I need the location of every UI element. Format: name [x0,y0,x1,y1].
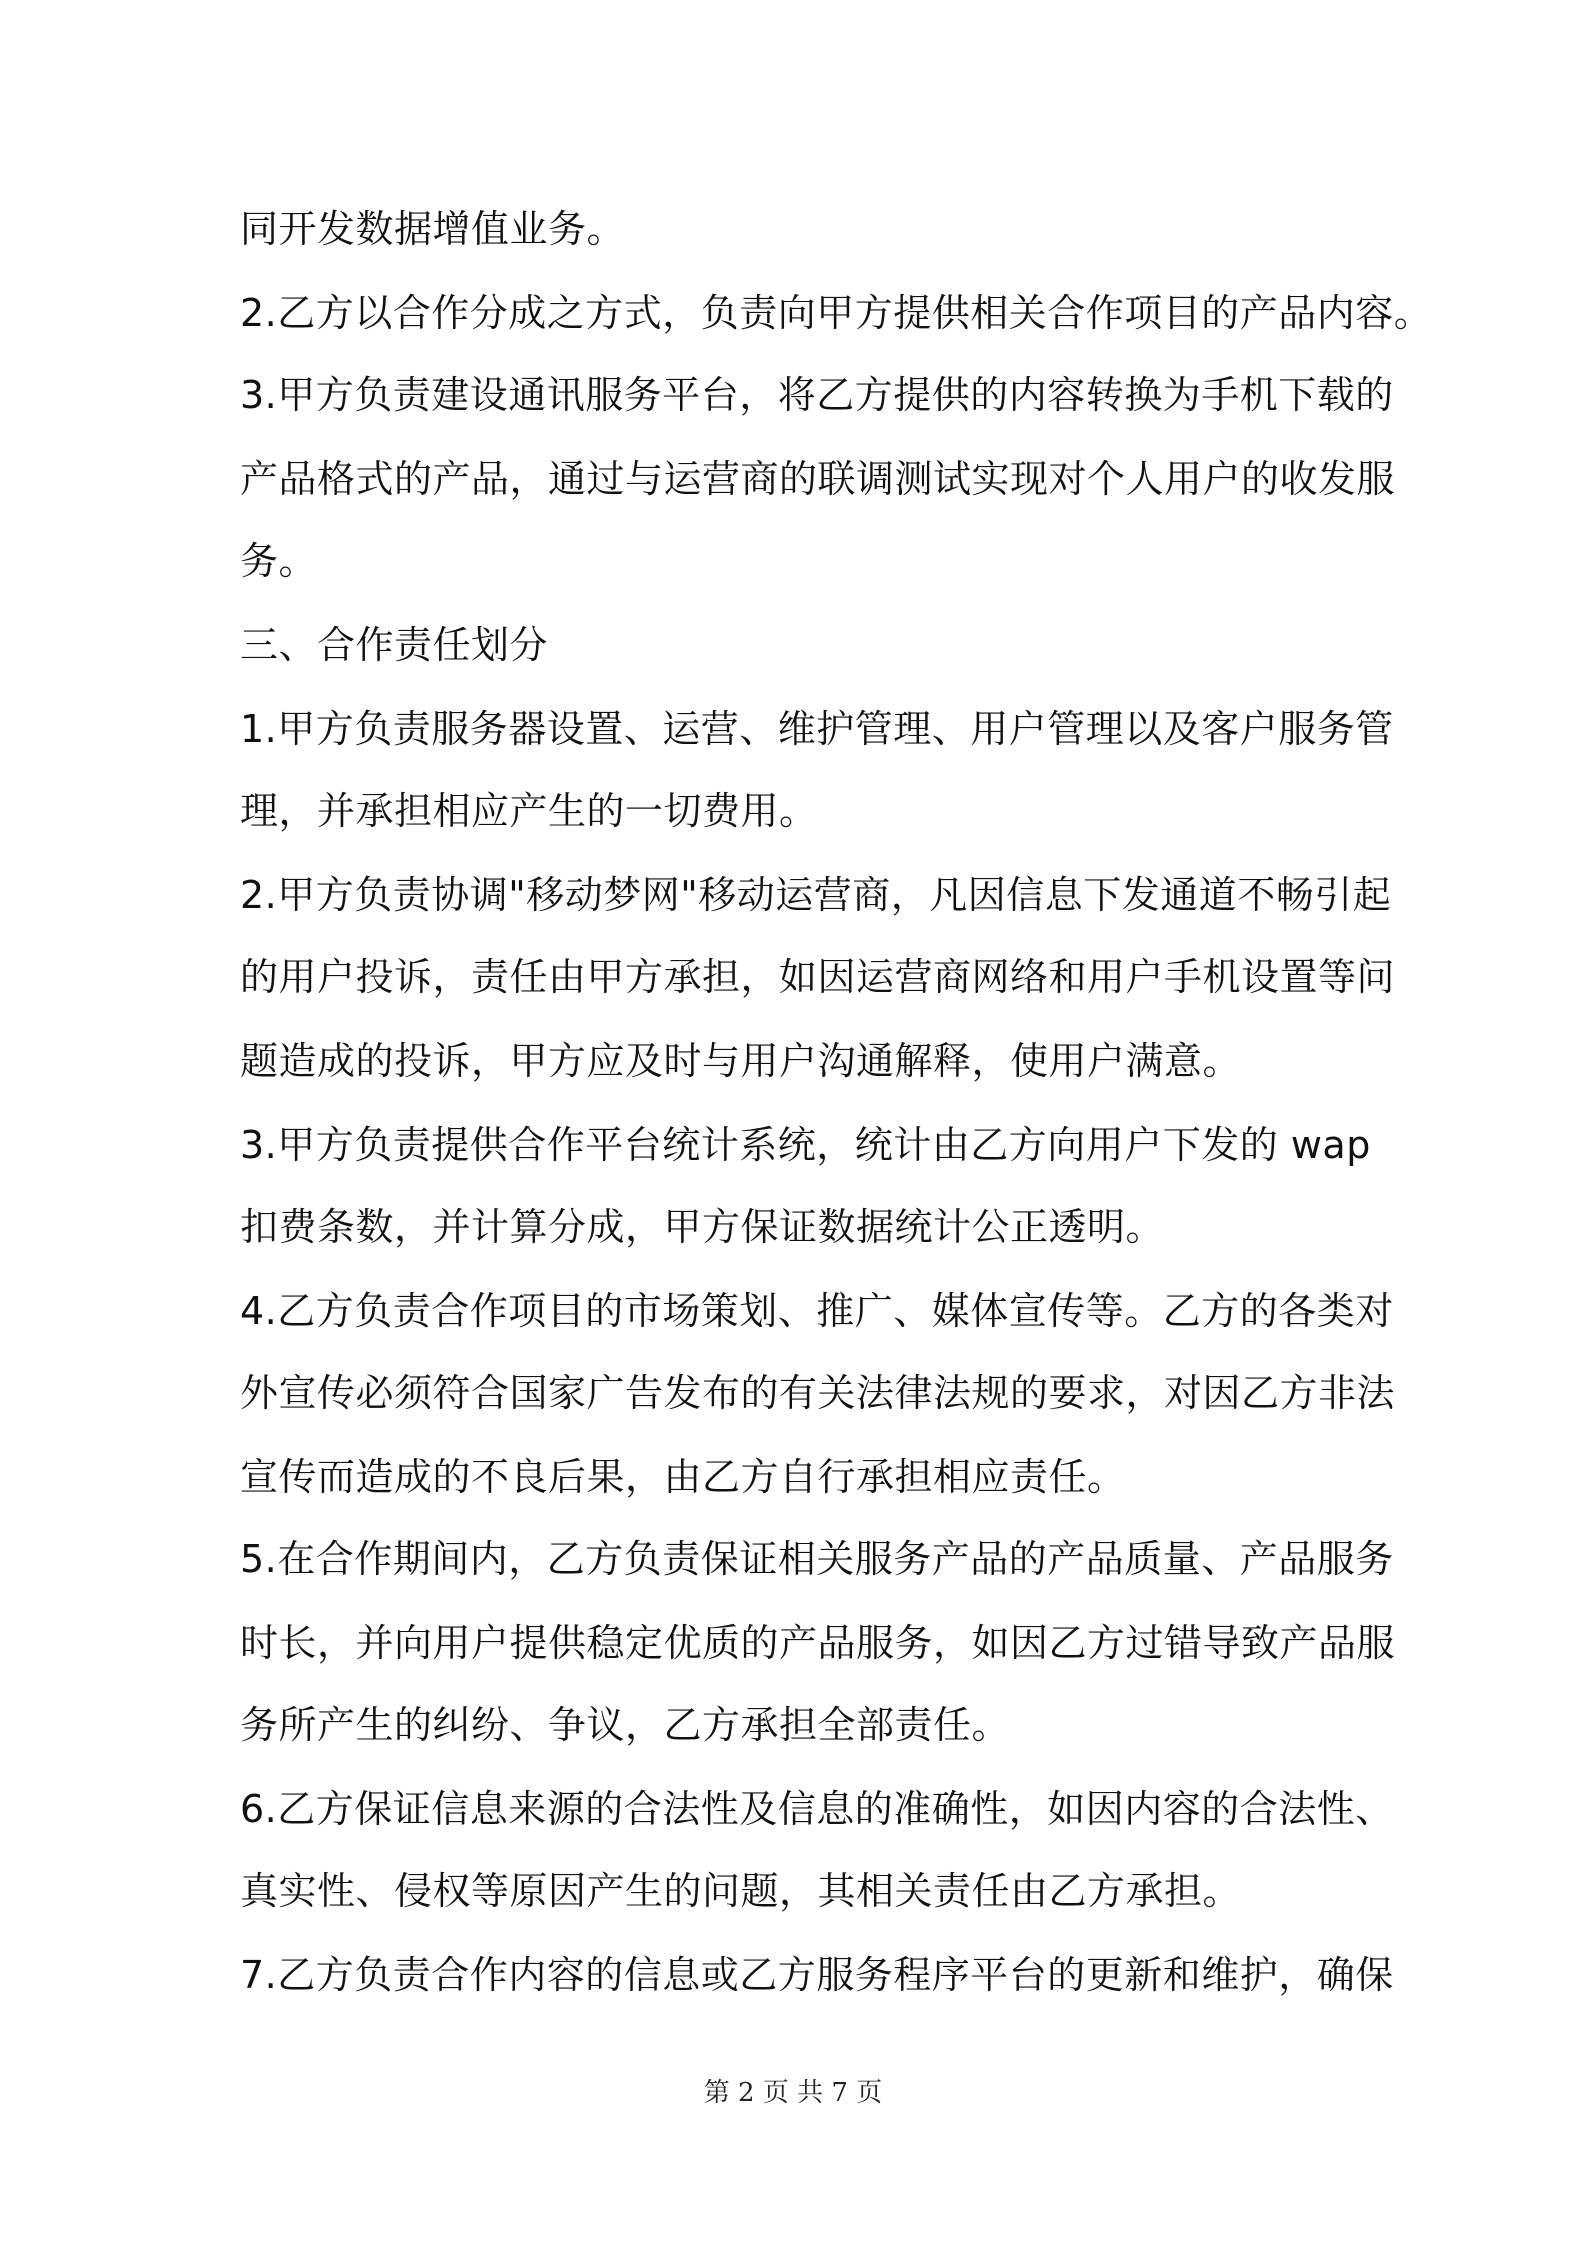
text-line: 产品格式的产品，通过与运营商的联调测试实现对个人用户的收发服 [240,457,1396,501]
text-line: 务。 [240,539,318,583]
text-line: 时长，并向用户提供稳定优质的产品服务，如因乙方过错导致产品服 [240,1621,1396,1665]
text-line: 2.甲方负责协调"移动梦网"移动运营商，凡因信息下发通道不畅引起 [240,873,1392,917]
text-line: 3.甲方负责建设通讯服务平台，将乙方提供的内容转换为手机下载的 [240,373,1394,417]
text-line: 题造成的投诉，甲方应及时与用户沟通解释，使用户满意。 [240,1039,1242,1083]
page-footer: 第 2 页 共 7 页 [703,2078,883,2108]
text-line: 真实性、侵权等原因产生的问题，其相关责任由乙方承担。 [240,1869,1242,1913]
text-line: 3.甲方负责提供合作平台统计系统，统计由乙方向用户下发的 wap [240,1123,1371,1167]
text-line: 1.甲方负责服务器设置、运营、维护管理、用户管理以及客户服务管 [240,707,1394,751]
text-line: 扣费条数，并计算分成，甲方保证数据统计公正透明。 [240,1205,1165,1249]
text-line: 同开发数据增值业务。 [240,207,626,251]
text-line: 2.乙方以合作分成之方式，负责向甲方提供相关合作项目的产品内容。 [240,291,1433,335]
text-line: 5.在合作期间内，乙方负责保证相关服务产品的产品质量、产品服务 [240,1537,1394,1581]
text-line: 7.乙方负责合作内容的信息或乙方服务程序平台的更新和维护，确保 [240,1953,1394,1997]
text-line: 4.乙方负责合作项目的市场策划、推广、媒体宣传等。乙方的各类对 [240,1289,1394,1333]
text-line: 务所产生的纠纷、争议，乙方承担全部责任。 [240,1703,1011,1747]
text-line: 理，并承担相应产生的一切费用。 [240,789,818,833]
text-line: 6.乙方保证信息来源的合法性及信息的准确性，如因内容的合法性、 [240,1787,1394,1831]
text-line: 宣传而造成的不良后果，由乙方自行承担相应责任。 [240,1455,1126,1499]
text-line: 外宣传必须符合国家广告发布的有关法律法规的要求，对因乙方非法 [240,1371,1396,1415]
text-line: 的用户投诉，责任由甲方承担，如因运营商网络和用户手机设置等问 [240,955,1396,999]
section-heading: 三、合作责任划分 [240,623,549,667]
